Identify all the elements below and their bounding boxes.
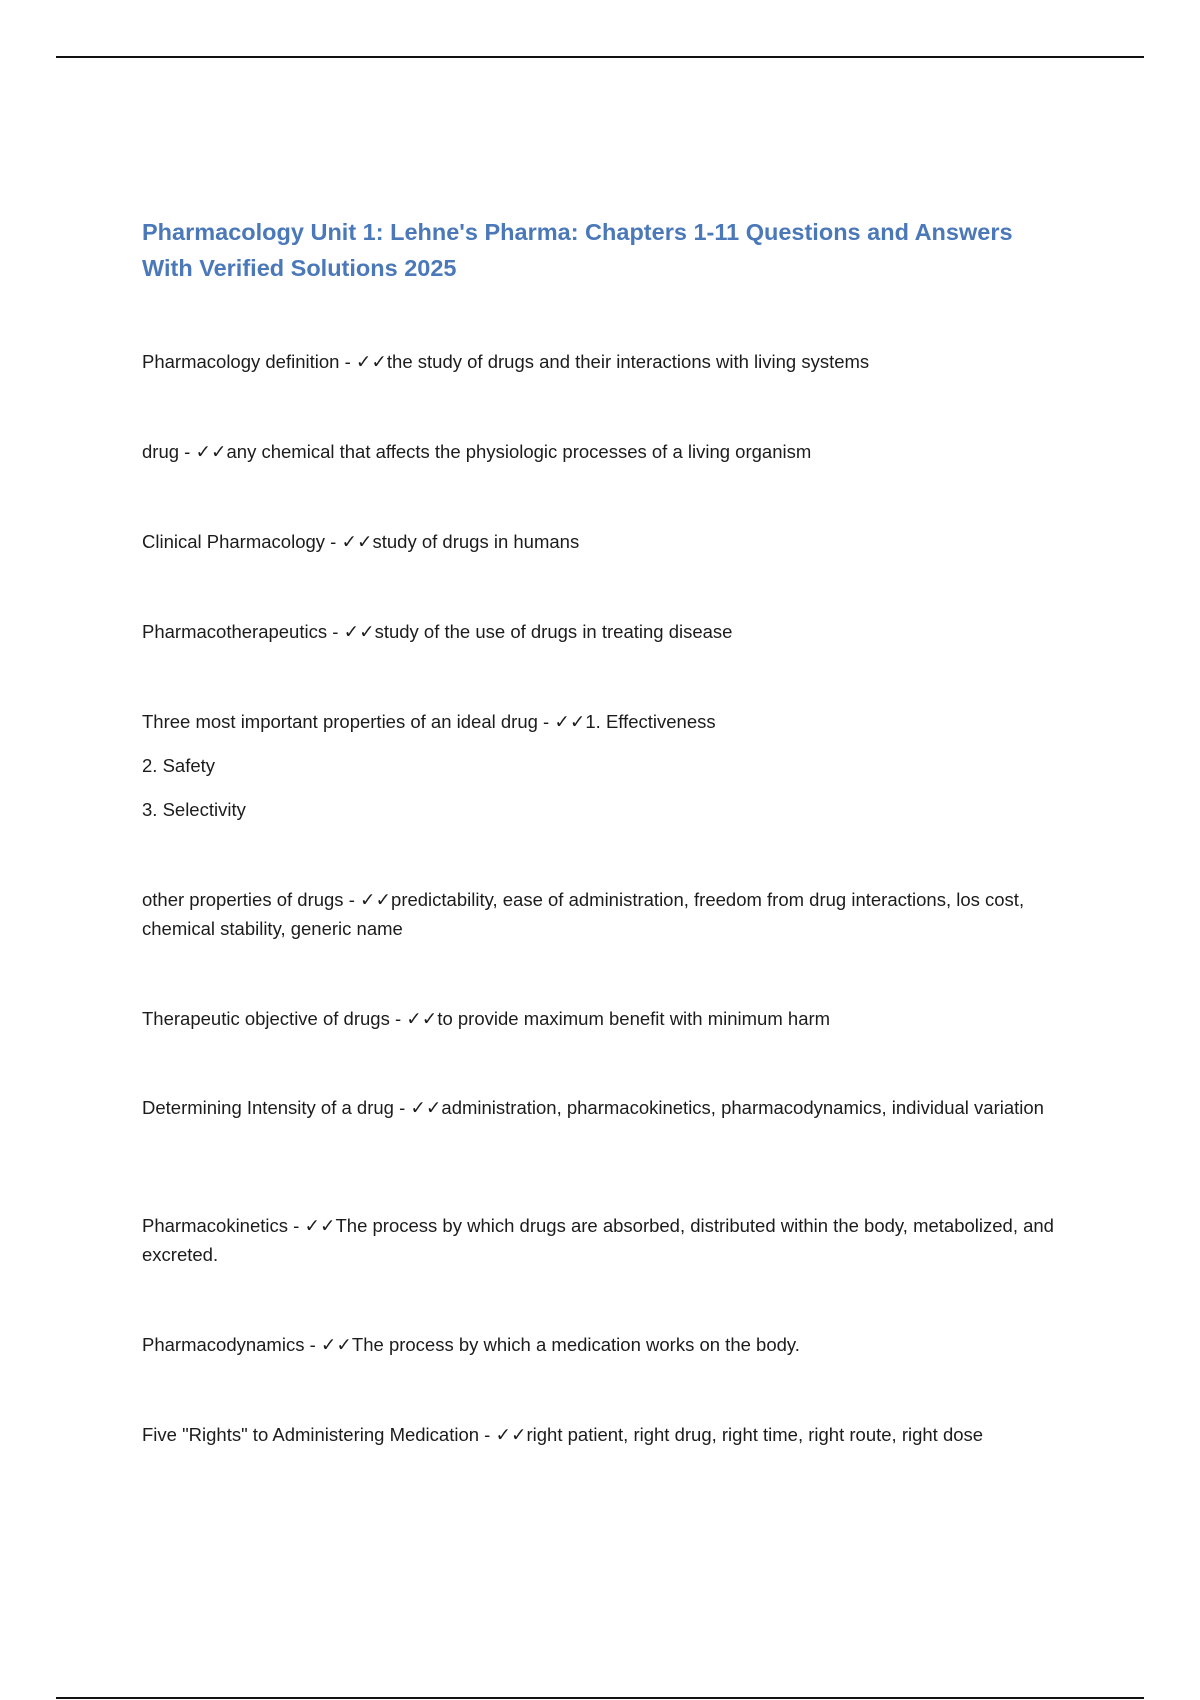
qa-entry (142, 617, 1082, 646)
qa-entry (142, 527, 1082, 556)
qa-answer: administration, pharmacokinetics, pharmacodynamics, individual variation (441, 1097, 1044, 1118)
checkmark-icon: ✓✓ (304, 1215, 336, 1236)
qa-answer: 1. Effectiveness (585, 711, 716, 732)
qa-entry (142, 347, 1082, 376)
page-title (142, 214, 1072, 286)
footer-rule (56, 1697, 1144, 1699)
qa-term: Pharmacodynamics (142, 1334, 305, 1355)
qa-entry (142, 885, 1082, 943)
title-line-2: With Verified Solutions 2025 (142, 255, 457, 281)
qa-answer: to provide maximum benefit with minimum harm (437, 1008, 831, 1029)
qa-separator: - (389, 1008, 407, 1029)
qa-term: Five "Rights" to Administering Medication (142, 1424, 480, 1445)
checkmark-icon: ✓✓ (195, 441, 227, 462)
qa-entry (142, 1330, 1082, 1359)
qa-answer: study of the use of drugs in treating disease (374, 621, 733, 642)
checkmark-icon: ✓✓ (554, 711, 586, 732)
qa-separator: - (537, 711, 555, 732)
qa-term: Pharmacology definition (142, 351, 340, 372)
qa-separator: - (479, 1424, 496, 1445)
qa-term: Pharmacotherapeutics (142, 621, 328, 642)
qa-separator: - (325, 531, 342, 552)
checkmark-icon: ✓✓ (355, 351, 387, 372)
checkmark-icon: ✓✓ (343, 621, 375, 642)
qa-separator: - (339, 351, 356, 372)
qa-term: Therapeutic objective of drugs (142, 1008, 390, 1029)
qa-entry (142, 707, 1082, 736)
checkmark-icon: ✓✓ (410, 1097, 442, 1118)
qa-answer: The process by which a medication works on the body. (351, 1334, 800, 1355)
qa-separator: - (393, 1097, 411, 1118)
qa-answer-line: 3. Selectivity (142, 799, 246, 820)
qa-separator: - (288, 1215, 305, 1236)
checkmark-icon: ✓✓ (341, 531, 373, 552)
qa-entry (142, 437, 1082, 466)
qa-entry (142, 1093, 1082, 1122)
header-rule (56, 56, 1144, 58)
qa-term: other properties of drugs (142, 889, 344, 910)
qa-separator: - (327, 621, 344, 642)
checkmark-icon: ✓✓ (360, 889, 392, 910)
qa-answer: The process by which drugs are absorbed, distributed within the body, metabolized, and excreted. (142, 1215, 1054, 1265)
qa-answer: right patient, right drug, right time, right route, right dose (526, 1424, 984, 1445)
qa-answer: study of drugs in humans (372, 531, 580, 552)
qa-answer: the study of drugs and their interactions with living systems (386, 351, 870, 372)
qa-term: Determining Intensity of a drug (142, 1097, 394, 1118)
qa-answer: predictability, ease of administration, freedom from drug interactions, los cost, chemical stability, generic name (142, 889, 1025, 939)
checkmark-icon: ✓✓ (406, 1008, 438, 1029)
title-line-1: Pharmacology Unit 1: Lehne's Pharma: Chapters 1-11 Questions and Answers (142, 219, 1013, 245)
qa-term: drug (142, 441, 180, 462)
checkmark-icon: ✓✓ (320, 1334, 352, 1355)
qa-entry (142, 1004, 1082, 1033)
checkmark-icon: ✓✓ (495, 1424, 527, 1445)
qa-term: Three most important properties of an ideal drug (142, 711, 538, 732)
qa-answer: any chemical that affects the physiologic processes of a living organism (226, 441, 812, 462)
qa-term: Clinical Pharmacology (142, 531, 326, 552)
qa-entry (142, 1420, 1082, 1449)
qa-separator: - (304, 1334, 321, 1355)
qa-separator: - (343, 889, 361, 910)
qa-entry (142, 1211, 1082, 1269)
qa-separator: - (179, 441, 196, 462)
qa-term: Pharmacokinetics (142, 1215, 289, 1236)
qa-answer-line: 2. Safety (142, 755, 216, 776)
